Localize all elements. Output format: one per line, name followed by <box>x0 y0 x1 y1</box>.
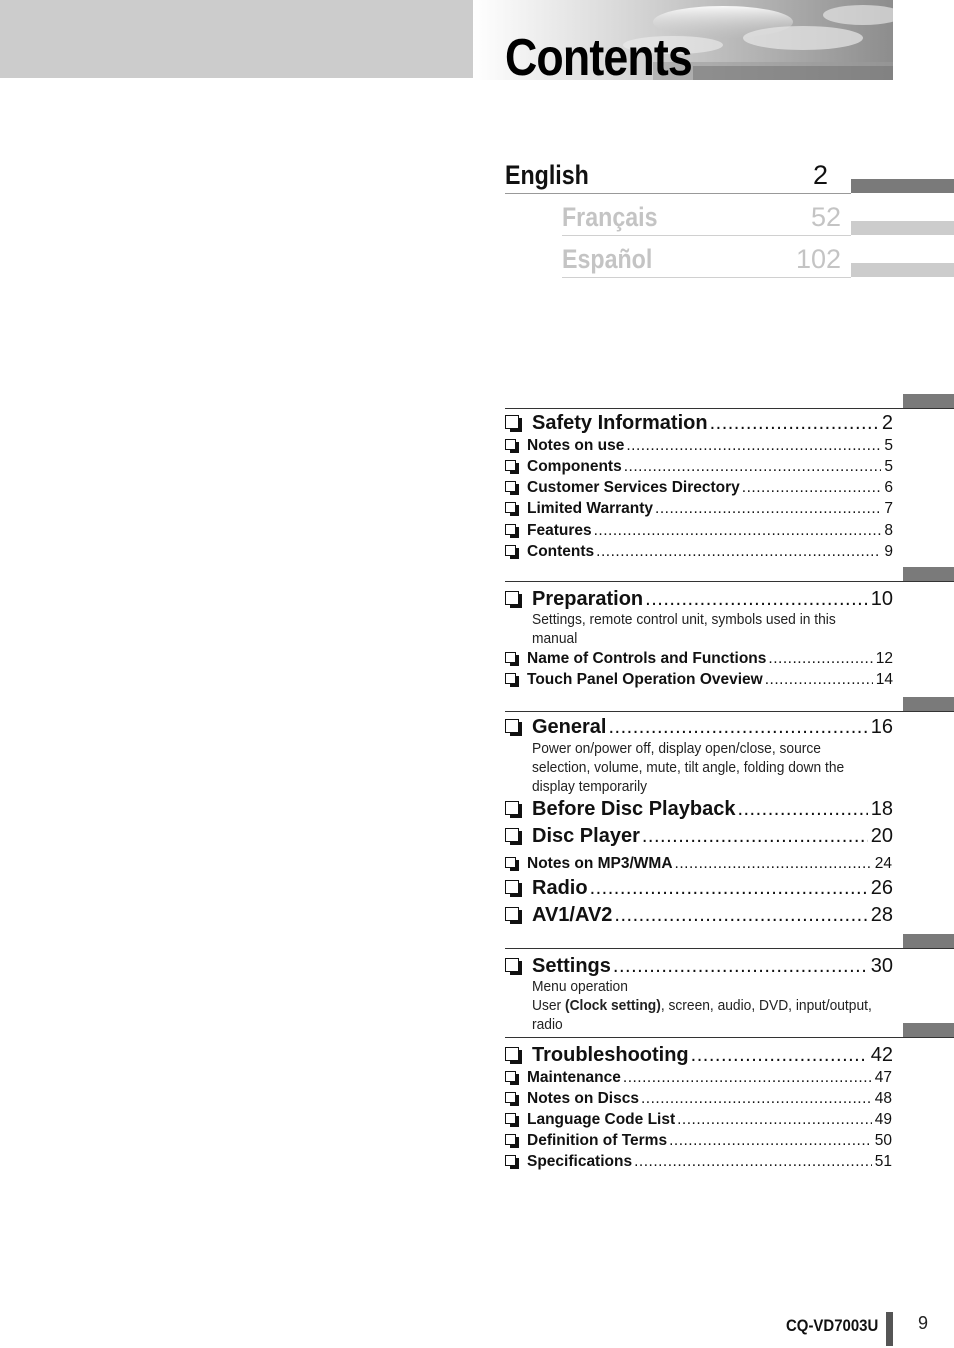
toc-entry-page: 16 <box>870 716 893 738</box>
model-number: CQ-VD7003U <box>786 1316 879 1335</box>
toc-entry-page: 26 <box>870 877 893 899</box>
toc-entry-page: 9 <box>884 543 893 560</box>
checkbox-icon <box>505 801 519 815</box>
toc-entry-features[interactable] <box>505 522 893 540</box>
checkbox-icon <box>505 958 519 972</box>
toc-entry-preparation[interactable] <box>505 588 893 611</box>
dot-leader <box>691 1044 868 1067</box>
language-tab-spanish <box>851 263 954 277</box>
checkbox-icon <box>505 524 516 535</box>
toc-entry-touch-panel-operation[interactable] <box>505 671 893 689</box>
dot-leader <box>596 543 881 561</box>
description-text: User <box>532 997 562 1014</box>
page-title: Contents <box>505 29 692 87</box>
toc-entry-disc-player[interactable] <box>505 825 893 848</box>
toc-entry-title: Settings <box>532 955 611 977</box>
checkbox-icon <box>505 1092 516 1103</box>
toc-entry-title: Components <box>527 458 622 475</box>
checkbox-icon <box>505 1134 516 1145</box>
checkbox-icon <box>505 545 516 556</box>
toc-entry-before-disc-playback[interactable] <box>505 798 893 821</box>
language-tab-english <box>851 179 954 193</box>
toc-entry-page: 14 <box>875 671 893 688</box>
dot-leader <box>614 904 867 927</box>
checkbox-icon <box>505 1155 516 1166</box>
toc-entry-customer-services-directory[interactable] <box>505 479 893 497</box>
toc-entry-description: Power on/power off, display open/close, source selection, volume, mute, tilt angle, folding down the display temporarily <box>532 740 845 795</box>
toc-entry-general[interactable] <box>505 716 893 739</box>
toc-entry-notes-on-discs[interactable] <box>505 1090 892 1108</box>
dot-leader <box>675 855 872 873</box>
section-tab <box>903 1023 954 1037</box>
toc-entry-title: General <box>532 716 607 738</box>
section-divider <box>505 1037 954 1038</box>
language-name: Français <box>562 202 658 232</box>
checkbox-icon <box>505 880 519 894</box>
toc-entry-title: Before Disc Playback <box>532 798 736 820</box>
description-text: , screen, audio, DVD, input/output, radio <box>532 997 872 1033</box>
checkbox-icon <box>505 652 516 663</box>
toc-entry-title: Definition of Terms <box>527 1132 668 1149</box>
toc-entry-page: 7 <box>884 500 893 517</box>
toc-entry-page: 10 <box>870 588 893 610</box>
toc-entry-page: 18 <box>870 798 893 820</box>
checkbox-icon <box>505 1047 519 1061</box>
dot-leader <box>737 798 867 821</box>
dot-leader <box>590 877 868 900</box>
toc-entry-title: Features <box>527 522 592 539</box>
toc-entry-page: 51 <box>874 1153 892 1170</box>
toc-entry-page: 50 <box>874 1132 892 1149</box>
section-tab <box>903 697 954 711</box>
toc-entry-page: 49 <box>874 1111 892 1128</box>
toc-entry-contents[interactable] <box>505 543 893 561</box>
checkbox-icon <box>505 591 519 605</box>
toc-entry-title: Notes on use <box>527 437 625 454</box>
toc-entry-title: Language Code List <box>527 1111 676 1128</box>
toc-entry-page: 42 <box>870 1044 893 1066</box>
toc-entry-page: 2 <box>881 412 893 434</box>
checkbox-icon <box>505 439 516 450</box>
checkbox-icon <box>505 673 516 684</box>
language-page: 2 <box>812 160 828 190</box>
language-tab-french <box>851 221 954 235</box>
toc-entry-title: Touch Panel Operation Oveview <box>527 671 763 688</box>
toc-entry-components[interactable] <box>505 458 893 476</box>
section-divider <box>505 711 954 712</box>
toc-entry-description: Settings, remote control unit, symbols used in this manual <box>532 611 836 647</box>
section-tab <box>903 934 954 948</box>
footer-divider-bar <box>886 1312 893 1346</box>
dot-leader <box>765 671 873 689</box>
checkbox-icon <box>505 415 519 429</box>
checkbox-icon <box>505 1071 516 1082</box>
toc-entry-maintenance[interactable] <box>505 1069 892 1087</box>
toc-entry-radio[interactable] <box>505 877 893 900</box>
language-page: 52 <box>810 202 841 232</box>
checkbox-icon <box>505 502 516 513</box>
toc-entry-troubleshooting[interactable] <box>505 1044 893 1067</box>
toc-entry-page: 30 <box>870 955 893 977</box>
dot-leader <box>634 1153 872 1171</box>
language-name: English <box>505 160 589 190</box>
toc-entry-title: Safety Information <box>532 412 708 434</box>
dot-leader <box>594 522 882 540</box>
checkbox-icon <box>505 1113 516 1124</box>
checkbox-icon <box>505 857 516 868</box>
toc-entry-language-code-list[interactable] <box>505 1111 892 1129</box>
dot-leader <box>710 412 879 435</box>
dot-leader <box>613 955 868 978</box>
dot-leader <box>742 479 882 497</box>
section-divider <box>505 948 954 949</box>
dot-leader <box>608 716 867 739</box>
page-number: 9 <box>918 1313 929 1333</box>
dot-leader <box>626 437 881 455</box>
toc-entry-definition-of-terms[interactable] <box>505 1132 892 1150</box>
dot-leader <box>677 1111 872 1129</box>
description-line <box>532 996 872 1034</box>
toc-entry-title: Radio <box>532 877 588 899</box>
language-row-french[interactable] <box>562 199 851 236</box>
toc-entry-title: Specifications <box>527 1153 633 1170</box>
toc-entry-title: Preparation <box>532 588 644 610</box>
section-tab <box>903 394 954 408</box>
toc-entry-name-of-controls[interactable] <box>505 650 893 668</box>
toc-entry-page: 12 <box>875 650 893 667</box>
toc-entry-specifications[interactable] <box>505 1153 892 1171</box>
toc-entry-page: 5 <box>884 458 893 475</box>
checkbox-icon <box>505 719 519 733</box>
section-tab <box>903 567 954 581</box>
toc-entry-page: 24 <box>874 855 892 872</box>
toc-entry-page: 8 <box>884 522 893 539</box>
language-row-english[interactable] <box>505 157 851 194</box>
dot-leader <box>669 1132 872 1150</box>
section-divider <box>505 408 954 409</box>
toc-entry-title: Customer Services Directory <box>527 479 740 496</box>
toc-entry-title: Maintenance <box>527 1069 621 1086</box>
checkbox-icon <box>505 828 519 842</box>
toc-entry-safety-information[interactable] <box>505 412 893 435</box>
dot-leader <box>623 1069 872 1087</box>
checkbox-icon <box>505 460 516 471</box>
section-divider <box>505 581 954 582</box>
dot-leader <box>655 500 881 518</box>
toc-entry-title: Contents <box>527 543 595 560</box>
toc-entry-notes-on-mp3-wma[interactable] <box>505 855 892 873</box>
toc-entry-title: Disc Player <box>532 825 640 847</box>
language-row-spanish[interactable] <box>562 241 851 278</box>
checkbox-icon <box>505 907 519 921</box>
language-page: 102 <box>795 244 841 274</box>
toc-entry-title: Troubleshooting <box>532 1044 689 1066</box>
dot-leader <box>641 1090 872 1108</box>
language-name: Español <box>562 244 653 274</box>
toc-entry-av1-av2[interactable] <box>505 904 893 927</box>
toc-entry-title: Notes on MP3/WMA <box>527 855 673 872</box>
description-line: Menu operation <box>532 978 628 995</box>
header-gray-band <box>0 0 473 78</box>
dot-leader <box>645 588 868 611</box>
toc-entry-limited-warranty[interactable] <box>505 500 893 518</box>
toc-entry-description <box>532 977 872 1034</box>
toc-entry-page: 5 <box>884 437 893 454</box>
toc-entry-title: Limited Warranty <box>527 500 654 517</box>
dot-leader <box>624 458 882 476</box>
checkbox-icon <box>505 481 516 492</box>
description-bold-text: (Clock setting) <box>564 997 661 1014</box>
dot-leader <box>642 825 868 848</box>
toc-entry-title: AV1/AV2 <box>532 904 613 926</box>
toc-entry-page: 48 <box>874 1090 892 1107</box>
toc-entry-page: 47 <box>874 1069 892 1086</box>
toc-entry-title: Notes on Discs <box>527 1090 639 1107</box>
toc-entry-settings[interactable] <box>505 955 893 978</box>
toc-entry-title: Name of Controls and Functions <box>527 650 767 667</box>
toc-entry-page: 6 <box>884 479 893 496</box>
toc-entry-notes-on-use[interactable] <box>505 437 893 455</box>
toc-entry-page: 28 <box>870 904 893 926</box>
dot-leader <box>768 650 872 668</box>
toc-entry-page: 20 <box>870 825 893 847</box>
